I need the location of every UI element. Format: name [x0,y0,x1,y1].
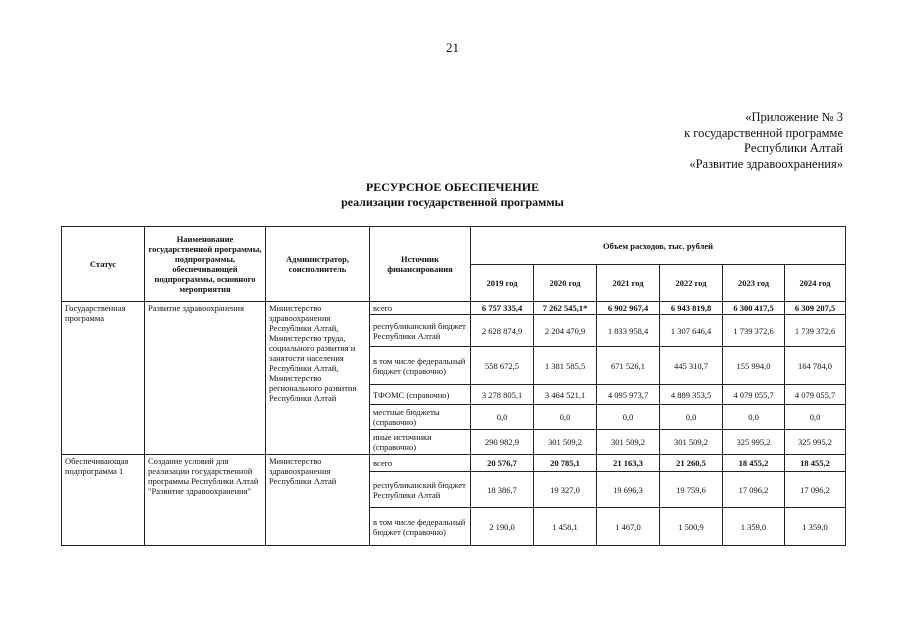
appendix-line: «Приложение № 3 [745,110,843,124]
source-cell: республиканский бюджет Республики Алтай [370,315,471,347]
header-year: 2024 год [785,265,846,302]
admin-cell: Министерство здравоохранения Республики Алтай [266,455,370,546]
header-admin: Администратор, соисполнитель [266,227,370,302]
value-cell: 1 458,1 [534,508,597,546]
value-cell: 1 307 646,4 [660,315,723,347]
subtitle-line: реализации государственной программы [341,194,564,209]
value-cell: 19 696,3 [597,472,660,508]
value-cell: 4 889 353,5 [660,385,723,405]
header-year: 2019 год [471,265,534,302]
header-year: 2020 год [534,265,597,302]
header-row [62,227,846,265]
value-cell: 301 509,2 [597,430,660,455]
title-line: РЕСУРСНОЕ ОБЕСПЕЧЕНИЕ [365,180,540,194]
table-body [62,302,846,546]
table-row [62,302,846,315]
value-cell: 17 096,2 [785,472,846,508]
source-cell: в том числе федеральный бюджет (справочно) [370,347,471,385]
value-cell: 1 381 585,5 [534,347,597,385]
value-cell: 2 204 470,9 [534,315,597,347]
value-cell: 155 994,0 [723,347,785,385]
value-cell: 2 190,0 [471,508,534,546]
value-cell: 4 079 055,7 [723,385,785,405]
value-cell: 0,0 [723,405,785,430]
value-cell: 0,0 [597,405,660,430]
resource-table [61,226,846,546]
header-year: 2022 год [660,265,723,302]
header-name: Наименование государственной программы, подпрограммы, обеспечивающей подпрограммы, основного мероприятия [145,227,266,302]
source-cell: иные источники (справочно) [370,430,471,455]
value-cell: 21 163,3 [597,455,660,472]
value-cell: 6 300 417,5 [723,302,785,315]
value-cell: 6 757 335,4 [471,302,534,315]
value-cell: 325 995,2 [723,430,785,455]
value-cell: 20 785,1 [534,455,597,472]
value-cell: 164 784,0 [785,347,846,385]
value-cell: 0,0 [660,405,723,430]
source-cell: местные бюджеты (справочно) [370,405,471,430]
appendix-line: к государственной программе [684,125,843,140]
value-cell: 21 260,5 [660,455,723,472]
value-cell: 19 327,0 [534,472,597,508]
value-cell: 4 079 055,7 [785,385,846,405]
status-cell: Обеспечивающая подпрограмма 1 [62,455,145,546]
value-cell: 290 982,9 [471,430,534,455]
header-status: Статус [62,227,145,302]
appendix-caption [684,110,843,172]
header-volume: Объем расходов, тыс. рублей [471,227,846,265]
value-cell: 0,0 [471,405,534,430]
source-cell: республиканский бюджет Республики Алтай [370,472,471,508]
value-cell: 2 628 874,9 [471,315,534,347]
value-cell: 1 739 372,6 [723,315,785,347]
value-cell: 7 262 545,1* [534,302,597,315]
value-cell: 17 096,2 [723,472,785,508]
value-cell: 0,0 [785,405,846,430]
value-cell: 4 095 973,7 [597,385,660,405]
header-source: Источник финансирования [370,227,471,302]
value-cell: 1 833 958,4 [597,315,660,347]
source-cell: ТФОМС (справочно) [370,385,471,405]
value-cell: 0,0 [534,405,597,430]
source-cell: всего [370,455,471,472]
value-cell: 6 943 819,8 [660,302,723,315]
value-cell: 3 464 521,1 [534,385,597,405]
table-row [62,455,846,472]
header-year: 2021 год [597,265,660,302]
appendix-line: Республики Алтай [744,141,843,155]
source-cell: в том числе федеральный бюджет (справочно) [370,508,471,546]
value-cell: 671 526,1 [597,347,660,385]
value-cell: 301 509,2 [660,430,723,455]
page-number: 21 [446,40,459,55]
admin-cell: Министерство здравоохранения Республики Алтай, Министерство труда, социального развития и занятости населения Республики Алтай, Министерство регионального развития Республики Алтай [266,302,370,455]
value-cell: 19 759,6 [660,472,723,508]
document-title [0,180,905,209]
value-cell: 6 902 967,4 [597,302,660,315]
value-cell: 325 995,2 [785,430,846,455]
value-cell: 18 455,2 [785,455,846,472]
value-cell: 1 467,0 [597,508,660,546]
value-cell: 1 359,0 [723,508,785,546]
value-cell: 1 500,9 [660,508,723,546]
header-year: 2023 год [723,265,785,302]
value-cell: 3 278 805,1 [471,385,534,405]
value-cell: 1 739 372,6 [785,315,846,347]
value-cell: 558 672,5 [471,347,534,385]
value-cell: 445 310,7 [660,347,723,385]
name-cell: Развитие здравоохранения [145,302,266,455]
appendix-line: «Развитие здравоохранения» [689,156,843,171]
source-cell: всего [370,302,471,315]
name-cell: Создание условий для реализации государственной программы Республики Алтай "Развитие здравоохранения" [145,455,266,546]
status-cell: Государственная программа [62,302,145,455]
value-cell: 301 509,2 [534,430,597,455]
value-cell: 20 576,7 [471,455,534,472]
value-cell: 1 359,0 [785,508,846,546]
value-cell: 18 455,2 [723,455,785,472]
value-cell: 6 309 207,5 [785,302,846,315]
value-cell: 18 386,7 [471,472,534,508]
